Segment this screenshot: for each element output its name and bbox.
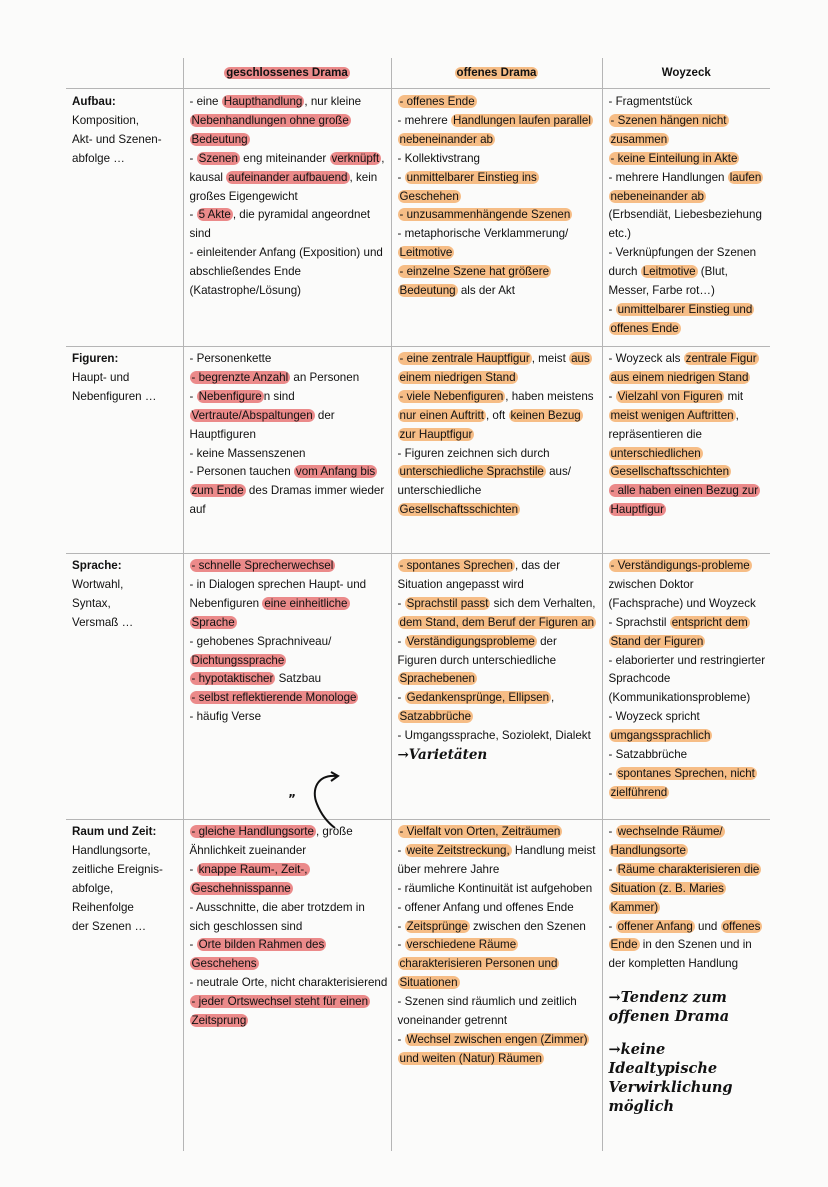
list-item bbox=[609, 652, 768, 709]
highlight-red: verknüpft bbox=[331, 151, 380, 165]
text-segment: - bbox=[608, 862, 616, 876]
list-item bbox=[398, 936, 599, 993]
list-item bbox=[190, 633, 388, 671]
highlight-red: - alle haben einen Bezug zur Hauptfigur bbox=[610, 484, 759, 517]
list-item bbox=[190, 206, 388, 244]
highlight-red: - jeder Ortswechsel steht für einen Zeitsprung bbox=[191, 995, 369, 1028]
row-label-title: Raum und Zeit: bbox=[72, 825, 157, 838]
text-segment: , meist bbox=[531, 352, 570, 365]
highlight-orange: unmittelbarer Einstieg ins Geschehen bbox=[399, 170, 537, 203]
curved-arrow-icon bbox=[307, 770, 341, 832]
text-segment: , das der Situation angepasst wird bbox=[397, 559, 561, 591]
highlight-orange: Verständigungsprobleme bbox=[406, 634, 535, 648]
highlight-orange: Leitmotive bbox=[399, 246, 453, 260]
text-segment: - bbox=[397, 919, 405, 933]
list-item bbox=[609, 557, 768, 614]
list-item bbox=[609, 708, 768, 746]
text-segment: - bbox=[189, 938, 197, 952]
highlight-red: knappe Raum-, Zeit-, Geschehnisspanne bbox=[191, 862, 308, 895]
text-segment: der Hauptfiguren bbox=[189, 408, 335, 441]
highlight-orange: spontanes Sprechen, nicht zielführend bbox=[610, 766, 755, 799]
text-segment: - räumliche Kontinuität ist aufgehoben bbox=[397, 881, 593, 895]
text-segment: - mehrere Handlungen bbox=[608, 170, 728, 184]
highlight-red: Dichtungssprache bbox=[191, 653, 285, 667]
text-segment: zwischen den Szenen bbox=[469, 919, 586, 933]
list-item bbox=[190, 993, 388, 1031]
highlight-red: Szenen bbox=[198, 151, 238, 165]
header-label: geschlossenes Drama bbox=[226, 67, 348, 79]
highlight-orange: entspricht dem Stand der Figuren bbox=[610, 615, 748, 648]
row-label-sub: abfolge … bbox=[72, 151, 125, 165]
text-segment: n sind bbox=[263, 389, 295, 403]
table-row bbox=[66, 554, 770, 820]
list-item bbox=[609, 765, 768, 803]
highlight-red: Nebenhandlungen ohne große Bedeutung bbox=[191, 113, 349, 146]
text-segment: - Szenen sind räumlich und zeitlich voneinander getrennt bbox=[397, 995, 577, 1028]
row-label-title: Figuren: bbox=[72, 352, 119, 365]
row-label bbox=[66, 820, 183, 1152]
cell-offenes-drama bbox=[391, 820, 602, 1152]
header-offenes-drama bbox=[391, 58, 602, 89]
text-segment: - bbox=[397, 596, 405, 610]
table-row bbox=[66, 89, 770, 347]
list-item bbox=[398, 689, 599, 727]
row-label-sub: Akt- und Szenen- bbox=[72, 132, 162, 146]
list-item bbox=[398, 150, 599, 169]
list-item bbox=[609, 93, 768, 112]
highlight-orange: zentrale Figur aus einem niedrigen Stand bbox=[610, 352, 757, 384]
text-segment: - eine bbox=[189, 95, 222, 108]
list-item bbox=[398, 169, 599, 207]
highlight-orange: Gedankensprünge, Ellipsen bbox=[406, 691, 550, 705]
highlight-orange: - spontanes Sprechen bbox=[399, 559, 513, 572]
cell-offenes-drama bbox=[391, 347, 602, 554]
list-item bbox=[190, 936, 388, 974]
list-item bbox=[609, 918, 768, 975]
text-segment: - Personenkette bbox=[189, 352, 272, 365]
highlight-orange: - viele Nebenfiguren bbox=[399, 389, 504, 403]
cell-offenes-drama bbox=[391, 554, 602, 820]
highlight-orange: Vielzahl von Figuren bbox=[617, 389, 723, 403]
list-item bbox=[398, 880, 599, 899]
table-row bbox=[66, 347, 770, 554]
highlight-red: - selbst reflektierende Monologe bbox=[191, 691, 357, 705]
list-item bbox=[609, 169, 768, 245]
text-segment: Handlung meist über mehrere Jahre bbox=[397, 843, 596, 876]
highlight-red: 5 Akte bbox=[198, 208, 231, 222]
text-segment: , große Ähnlichkeit zueinander bbox=[189, 825, 353, 857]
list-item bbox=[398, 633, 599, 690]
header-row bbox=[66, 58, 770, 89]
text-segment: - Personen tauchen bbox=[189, 465, 294, 479]
list-item bbox=[398, 727, 599, 766]
highlight-orange: - eine zentrale Hauptfigur bbox=[399, 352, 530, 365]
highlight-red: vom Anfang bis zum Ende bbox=[191, 465, 376, 498]
text-segment: eng miteinander bbox=[239, 151, 330, 165]
highlight-red: - begrenzte Anzahl bbox=[191, 370, 289, 384]
cell-woyzeck bbox=[602, 554, 770, 820]
row-label-sub: Reihenfolge bbox=[72, 900, 134, 914]
text-segment: - Fragmentstück bbox=[608, 95, 693, 108]
text-segment: - bbox=[608, 919, 616, 933]
text-segment: der Figuren durch unterschiedliche bbox=[397, 634, 557, 667]
list-item bbox=[609, 301, 768, 339]
text-segment: (Blut, Messer, Farbe rot…) bbox=[608, 265, 728, 298]
text-segment: - Woyzeck spricht bbox=[608, 710, 700, 724]
highlight-orange: - Szenen hängen nicht zusammen bbox=[610, 113, 727, 146]
list-item bbox=[398, 1031, 599, 1069]
highlight-orange: offener Anfang bbox=[617, 919, 693, 933]
highlight-orange: - offenes Ende bbox=[399, 95, 475, 108]
highlight-orange: aus einem niedrigen Stand bbox=[399, 352, 590, 384]
row-label bbox=[66, 347, 183, 554]
row-label bbox=[66, 554, 183, 820]
list-item bbox=[190, 150, 388, 207]
text-segment: (Erbsendiät, Liebesbeziehung etc.) bbox=[608, 208, 762, 241]
text-segment: - einleitender Anfang (Exposition) und abschließendes Ende (Katastrophe/Lösung) bbox=[189, 246, 383, 298]
list-item bbox=[398, 445, 599, 521]
list-item bbox=[609, 388, 768, 483]
text-segment: - elaborierter und restringierter Sprachcode (Kommunikationsprobleme) bbox=[608, 653, 766, 705]
list-item bbox=[609, 244, 768, 301]
list-item bbox=[190, 557, 388, 576]
text-segment: - bbox=[397, 170, 405, 184]
highlight-orange: keinen Bezug zur Hauptfigur bbox=[399, 408, 581, 441]
list-item bbox=[398, 595, 599, 633]
text-segment: , haben meistens bbox=[505, 389, 594, 403]
text-segment: - gehobenes Sprachniveau/ bbox=[189, 634, 332, 648]
text-segment: und bbox=[694, 919, 721, 933]
highlight-orange: wechselnde Räume/ Handlungsorte bbox=[610, 825, 723, 857]
highlight-red: - hypotaktischer bbox=[191, 672, 274, 686]
handwritten-note: →keine Idealtypische Verwirklichung möglich bbox=[608, 1041, 733, 1116]
highlight-orange: meist wenigen Auftritten bbox=[610, 408, 734, 422]
header-label: Woyzeck bbox=[661, 67, 711, 79]
cell-geschlossenes-drama bbox=[183, 89, 391, 347]
text-segment: - Ausschnitte, die aber trotzdem in sich geschlossen sind bbox=[189, 900, 365, 933]
highlight-orange: unterschiedlichen Gesellschaftsschichten bbox=[610, 446, 730, 479]
text-segment: , repräsentieren die bbox=[608, 408, 739, 441]
highlight-red: eine einheitliche Sprache bbox=[191, 596, 348, 629]
row-label-sub: Komposition, bbox=[72, 113, 140, 127]
handwritten-annotation: →Varietäten bbox=[397, 747, 488, 764]
highlight-orange: Sprachstil passt bbox=[406, 596, 489, 610]
text-segment: - bbox=[608, 389, 616, 403]
list-item bbox=[190, 445, 388, 464]
text-segment: - bbox=[189, 151, 197, 165]
cell-geschlossenes-drama bbox=[183, 347, 391, 554]
highlight-orange: umgangssprachlich bbox=[610, 729, 711, 743]
text-segment: - bbox=[397, 634, 405, 648]
list-item bbox=[190, 689, 388, 708]
text-segment: , nur kleine bbox=[304, 95, 362, 108]
list-item bbox=[398, 388, 599, 445]
highlight-red: aufeinander aufbauend bbox=[228, 170, 348, 184]
highlight-red: Vertraute/Abspaltungen bbox=[191, 408, 313, 422]
text-segment: - bbox=[397, 938, 405, 952]
text-segment: in den Szenen und in der kompletten Handlung bbox=[608, 938, 752, 971]
text-segment: - in Dialogen sprechen Haupt- und Nebenfiguren bbox=[189, 577, 367, 610]
list-item bbox=[398, 899, 599, 918]
list-item bbox=[609, 150, 768, 169]
text-segment: - Sprachstil bbox=[608, 615, 670, 629]
highlight-red: Haupthandlung bbox=[223, 95, 303, 108]
list-item bbox=[398, 225, 599, 263]
list-item bbox=[190, 670, 388, 689]
text-segment: - neutrale Orte, nicht charakterisierend bbox=[189, 976, 388, 990]
cell-woyzeck bbox=[602, 820, 770, 1152]
list-item bbox=[609, 614, 768, 652]
highlight-orange: unterschiedliche Sprachstile bbox=[399, 465, 544, 479]
text-segment: an Personen bbox=[290, 370, 360, 384]
row-label-sub: abfolge, bbox=[72, 881, 114, 895]
text-segment: zwischen Doktor (Fachsprache) und Woyzeck bbox=[608, 577, 756, 610]
text-segment: - bbox=[189, 208, 197, 222]
list-item bbox=[609, 861, 768, 918]
cell-offenes-drama bbox=[391, 89, 602, 347]
highlight-orange: Handlungen laufen parallel nebeneinander ab bbox=[399, 113, 591, 146]
text-segment: als der Akt bbox=[457, 284, 515, 298]
highlight-red: Orte bilden Rahmen des Geschehens bbox=[191, 938, 325, 971]
highlight-orange: - Verständigungs-probleme bbox=[610, 559, 750, 572]
highlight-orange: - einzelne Szene hat größere Bedeutung bbox=[399, 265, 550, 298]
highlight-orange: - keine Einteilung in Akte bbox=[610, 151, 738, 165]
text-segment: - Satzabbrüche bbox=[608, 748, 688, 762]
list-item bbox=[398, 918, 599, 937]
highlight-orange: Räume charakterisieren die Situation (z. B. Maries Kammer) bbox=[610, 862, 760, 914]
text-segment: , bbox=[551, 691, 555, 705]
list-item bbox=[190, 823, 388, 861]
list-item bbox=[190, 708, 388, 727]
highlight-orange: - Vielfalt von Orten, Zeiträumen bbox=[399, 825, 561, 838]
highlight-orange: Zeitsprünge bbox=[406, 919, 468, 933]
list-item bbox=[398, 557, 599, 595]
cell-woyzeck bbox=[602, 347, 770, 554]
text-segment: - häufig Verse bbox=[189, 710, 262, 724]
list-item bbox=[609, 746, 768, 765]
text-segment: sich dem Verhalten, bbox=[490, 596, 596, 610]
text-segment: , kausal bbox=[189, 151, 385, 184]
row-label-title: Sprache: bbox=[72, 559, 122, 572]
list-item bbox=[398, 263, 599, 301]
text-segment: aus/ unterschiedliche bbox=[397, 465, 571, 498]
text-segment: Satzbau bbox=[275, 672, 322, 686]
list-item bbox=[398, 206, 599, 225]
highlight-orange: Satzabbrüche bbox=[399, 710, 472, 724]
highlight-red: - schnelle Sprecherwechsel bbox=[191, 559, 334, 572]
text-segment: , oft bbox=[485, 408, 509, 422]
cell-geschlossenes-drama bbox=[183, 820, 391, 1152]
list-item bbox=[398, 112, 599, 150]
list-item bbox=[190, 861, 388, 899]
text-segment: - Figuren zeichnen sich durch bbox=[397, 446, 550, 460]
text-segment: - Verknüpfungen der Szenen durch bbox=[608, 246, 757, 279]
list-item bbox=[609, 112, 768, 150]
list-item bbox=[190, 576, 388, 633]
list-item bbox=[398, 350, 599, 388]
list-item bbox=[398, 993, 599, 1031]
text-segment: - Kollektivstrang bbox=[397, 151, 480, 165]
text-segment: - bbox=[397, 1032, 405, 1046]
highlight-orange: - unzusammenhängende Szenen bbox=[399, 208, 571, 222]
row-label-sub: zeitliche Ereignis- bbox=[72, 862, 163, 876]
text-segment: - Woyzeck als bbox=[608, 352, 684, 365]
highlight-orange: verschiedene Räume charakterisieren Personen und Situationen bbox=[399, 938, 558, 990]
list-item bbox=[398, 823, 599, 842]
handwritten-note: →Tendenz zum offenen Drama bbox=[608, 989, 730, 1026]
ditto-mark: ” bbox=[288, 792, 296, 806]
list-item bbox=[398, 842, 599, 880]
row-label-title: Aufbau: bbox=[72, 95, 116, 108]
text-segment: des Dramas immer wieder auf bbox=[189, 484, 385, 517]
list-item bbox=[190, 388, 388, 445]
list-item bbox=[609, 350, 768, 388]
text-segment: - offener Anfang und offenes Ende bbox=[397, 900, 574, 914]
highlight-orange: Sprachebenen bbox=[399, 672, 475, 686]
text-segment: - bbox=[397, 691, 405, 705]
highlight-orange: laufen nebeneinander ab bbox=[610, 170, 762, 203]
row-label bbox=[66, 89, 183, 347]
text-segment: - metaphorische Verklammerung/ bbox=[397, 227, 569, 241]
header-empty bbox=[66, 58, 183, 89]
cell-woyzeck bbox=[602, 89, 770, 347]
list-item bbox=[190, 463, 388, 520]
text-segment: , die pyramidal angeordnet sind bbox=[189, 208, 371, 241]
cell-geschlossenes-drama bbox=[183, 554, 391, 820]
highlight-orange: weite Zeitstreckung, bbox=[406, 843, 510, 857]
highlight-orange: Leitmotive bbox=[642, 265, 696, 279]
header-label: offenes Drama bbox=[456, 67, 537, 79]
text-segment: - keine Massenszenen bbox=[189, 446, 306, 460]
highlight-orange: Wechsel zwischen engen (Zimmer) und weiten (Natur) Räumen bbox=[399, 1032, 588, 1065]
list-item bbox=[190, 974, 388, 993]
highlight-orange: dem Stand, dem Beruf der Figuren an bbox=[399, 615, 595, 629]
highlight-red: Nebenfigure bbox=[198, 389, 262, 403]
list-item bbox=[190, 244, 388, 301]
highlight-orange: offenes Ende bbox=[610, 919, 761, 952]
text-segment: , kein großes Eigengewicht bbox=[189, 170, 378, 203]
table-row bbox=[66, 820, 770, 1152]
text-segment: - mehrere bbox=[397, 113, 451, 127]
header-geschlossenes-drama bbox=[183, 58, 391, 89]
text-segment: - bbox=[608, 302, 616, 316]
highlight-orange: Gesellschaftsschichten bbox=[399, 503, 519, 517]
list-item bbox=[190, 93, 388, 150]
row-label-sub: Syntax, bbox=[72, 596, 111, 610]
row-label-sub: Wortwahl, bbox=[72, 577, 124, 591]
drama-comparison-table bbox=[66, 58, 770, 1151]
row-label-sub: Versmaß … bbox=[72, 615, 134, 629]
list-item bbox=[609, 482, 768, 520]
row-label-sub: Nebenfiguren … bbox=[72, 389, 157, 403]
list-item bbox=[398, 93, 599, 112]
text-segment: - Umgangssprache, Soziolekt, Dialekt bbox=[397, 729, 591, 743]
list-item bbox=[190, 899, 388, 937]
text-segment: - bbox=[608, 825, 616, 838]
header-woyzeck bbox=[602, 58, 770, 89]
list-item bbox=[190, 369, 388, 388]
highlight-red: - gleiche Handlungsorte bbox=[191, 825, 314, 838]
row-label-sub: der Szenen … bbox=[72, 919, 147, 933]
list-item bbox=[609, 823, 768, 861]
text-segment: - bbox=[397, 843, 405, 857]
text-segment: - bbox=[189, 862, 197, 876]
row-label-sub: Haupt- und bbox=[72, 370, 130, 384]
text-segment: mit bbox=[724, 389, 744, 403]
text-segment: - bbox=[189, 389, 197, 403]
highlight-orange: unmittelbarer Einstieg und offenes Ende bbox=[610, 302, 753, 335]
comparison-document bbox=[66, 58, 770, 1151]
text-segment: - bbox=[608, 766, 616, 780]
list-item bbox=[190, 350, 388, 369]
row-label-sub: Handlungsorte, bbox=[72, 843, 151, 857]
highlight-orange: nur einen Auftritt bbox=[399, 408, 484, 422]
